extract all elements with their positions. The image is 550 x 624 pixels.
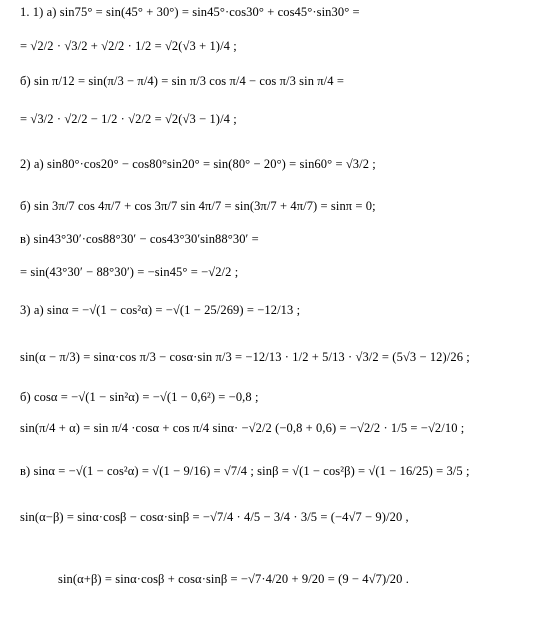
- solution-line-12: sin(π/4 + α) = sin π/4 ·cosα + cos π/4 sinα· −√2/2 (−0,8 + 0,6) = −√2/2 · 1/5 = −√2/10 ;: [20, 421, 465, 435]
- solution-line-2: = √2/2 · √3/2 + √2/2 · 1/2 = √2(√3 + 1)/4 ;: [20, 39, 237, 53]
- solution-line-6: б) sin 3π/7 cos 4π/7 + cos 3π/7 sin 4π/7 = sin(3π/7 + 4π/7) = sinπ = 0;: [20, 199, 376, 213]
- solution-line-9: 3) а) sinα = −√(1 − cos²α) = −√(1 − 25/269) = −12/13 ;: [20, 303, 301, 317]
- solution-line-4: = √3/2 · √2/2 − 1/2 · √2/2 = √2(√3 − 1)/4 ;: [20, 112, 237, 126]
- solution-line-13: в) sinα = −√(1 − cos²α) = √(1 − 9/16) = √7/4 ; sinβ = √(1 − cos²β) = √(1 − 16/25) = 3/5 ;: [20, 464, 470, 478]
- solution-line-15: sin(α+β) = sinα·cosβ + cosα·sinβ = −√7·4/20 + 9/20 = (9 − 4√7)/20 .: [58, 572, 409, 586]
- solution-line-5: 2) а) sin80°·cos20° − cos80°sin20° = sin(80° − 20°) = sin60° = √3/2 ;: [20, 157, 376, 171]
- solution-line-7: в) sin43°30′·cos88°30′ − cos43°30′sin88°30′ =: [20, 232, 259, 246]
- solution-line-1: 1. 1) а) sin75° = sin(45° + 30°) = sin45°·cos30° + cos45°·sin30° =: [20, 5, 360, 19]
- solution-line-8: = sin(43°30′ − 88°30′) = −sin45° = −√2/2 ;: [20, 265, 239, 279]
- solution-line-11: б) cosα = −√(1 − sin²α) = −√(1 − 0,6²) = −0,8 ;: [20, 390, 259, 404]
- solution-line-10: sin(α − π/3) = sinα·cos π/3 − cosα·sin π/3 = −12/13 · 1/2 + 5/13 · √3/2 = (5√3 − 12)/26 ;: [20, 350, 470, 364]
- solution-line-3: б) sin π/12 = sin(π/3 − π/4) = sin π/3 cos π/4 − cos π/3 sin π/4 =: [20, 74, 344, 88]
- solution-line-14: sin(α−β) = sinα·cosβ − cosα·sinβ = −√7/4 · 4/5 − 3/4 · 3/5 = (−4√7 − 9)/20 ,: [20, 510, 409, 524]
